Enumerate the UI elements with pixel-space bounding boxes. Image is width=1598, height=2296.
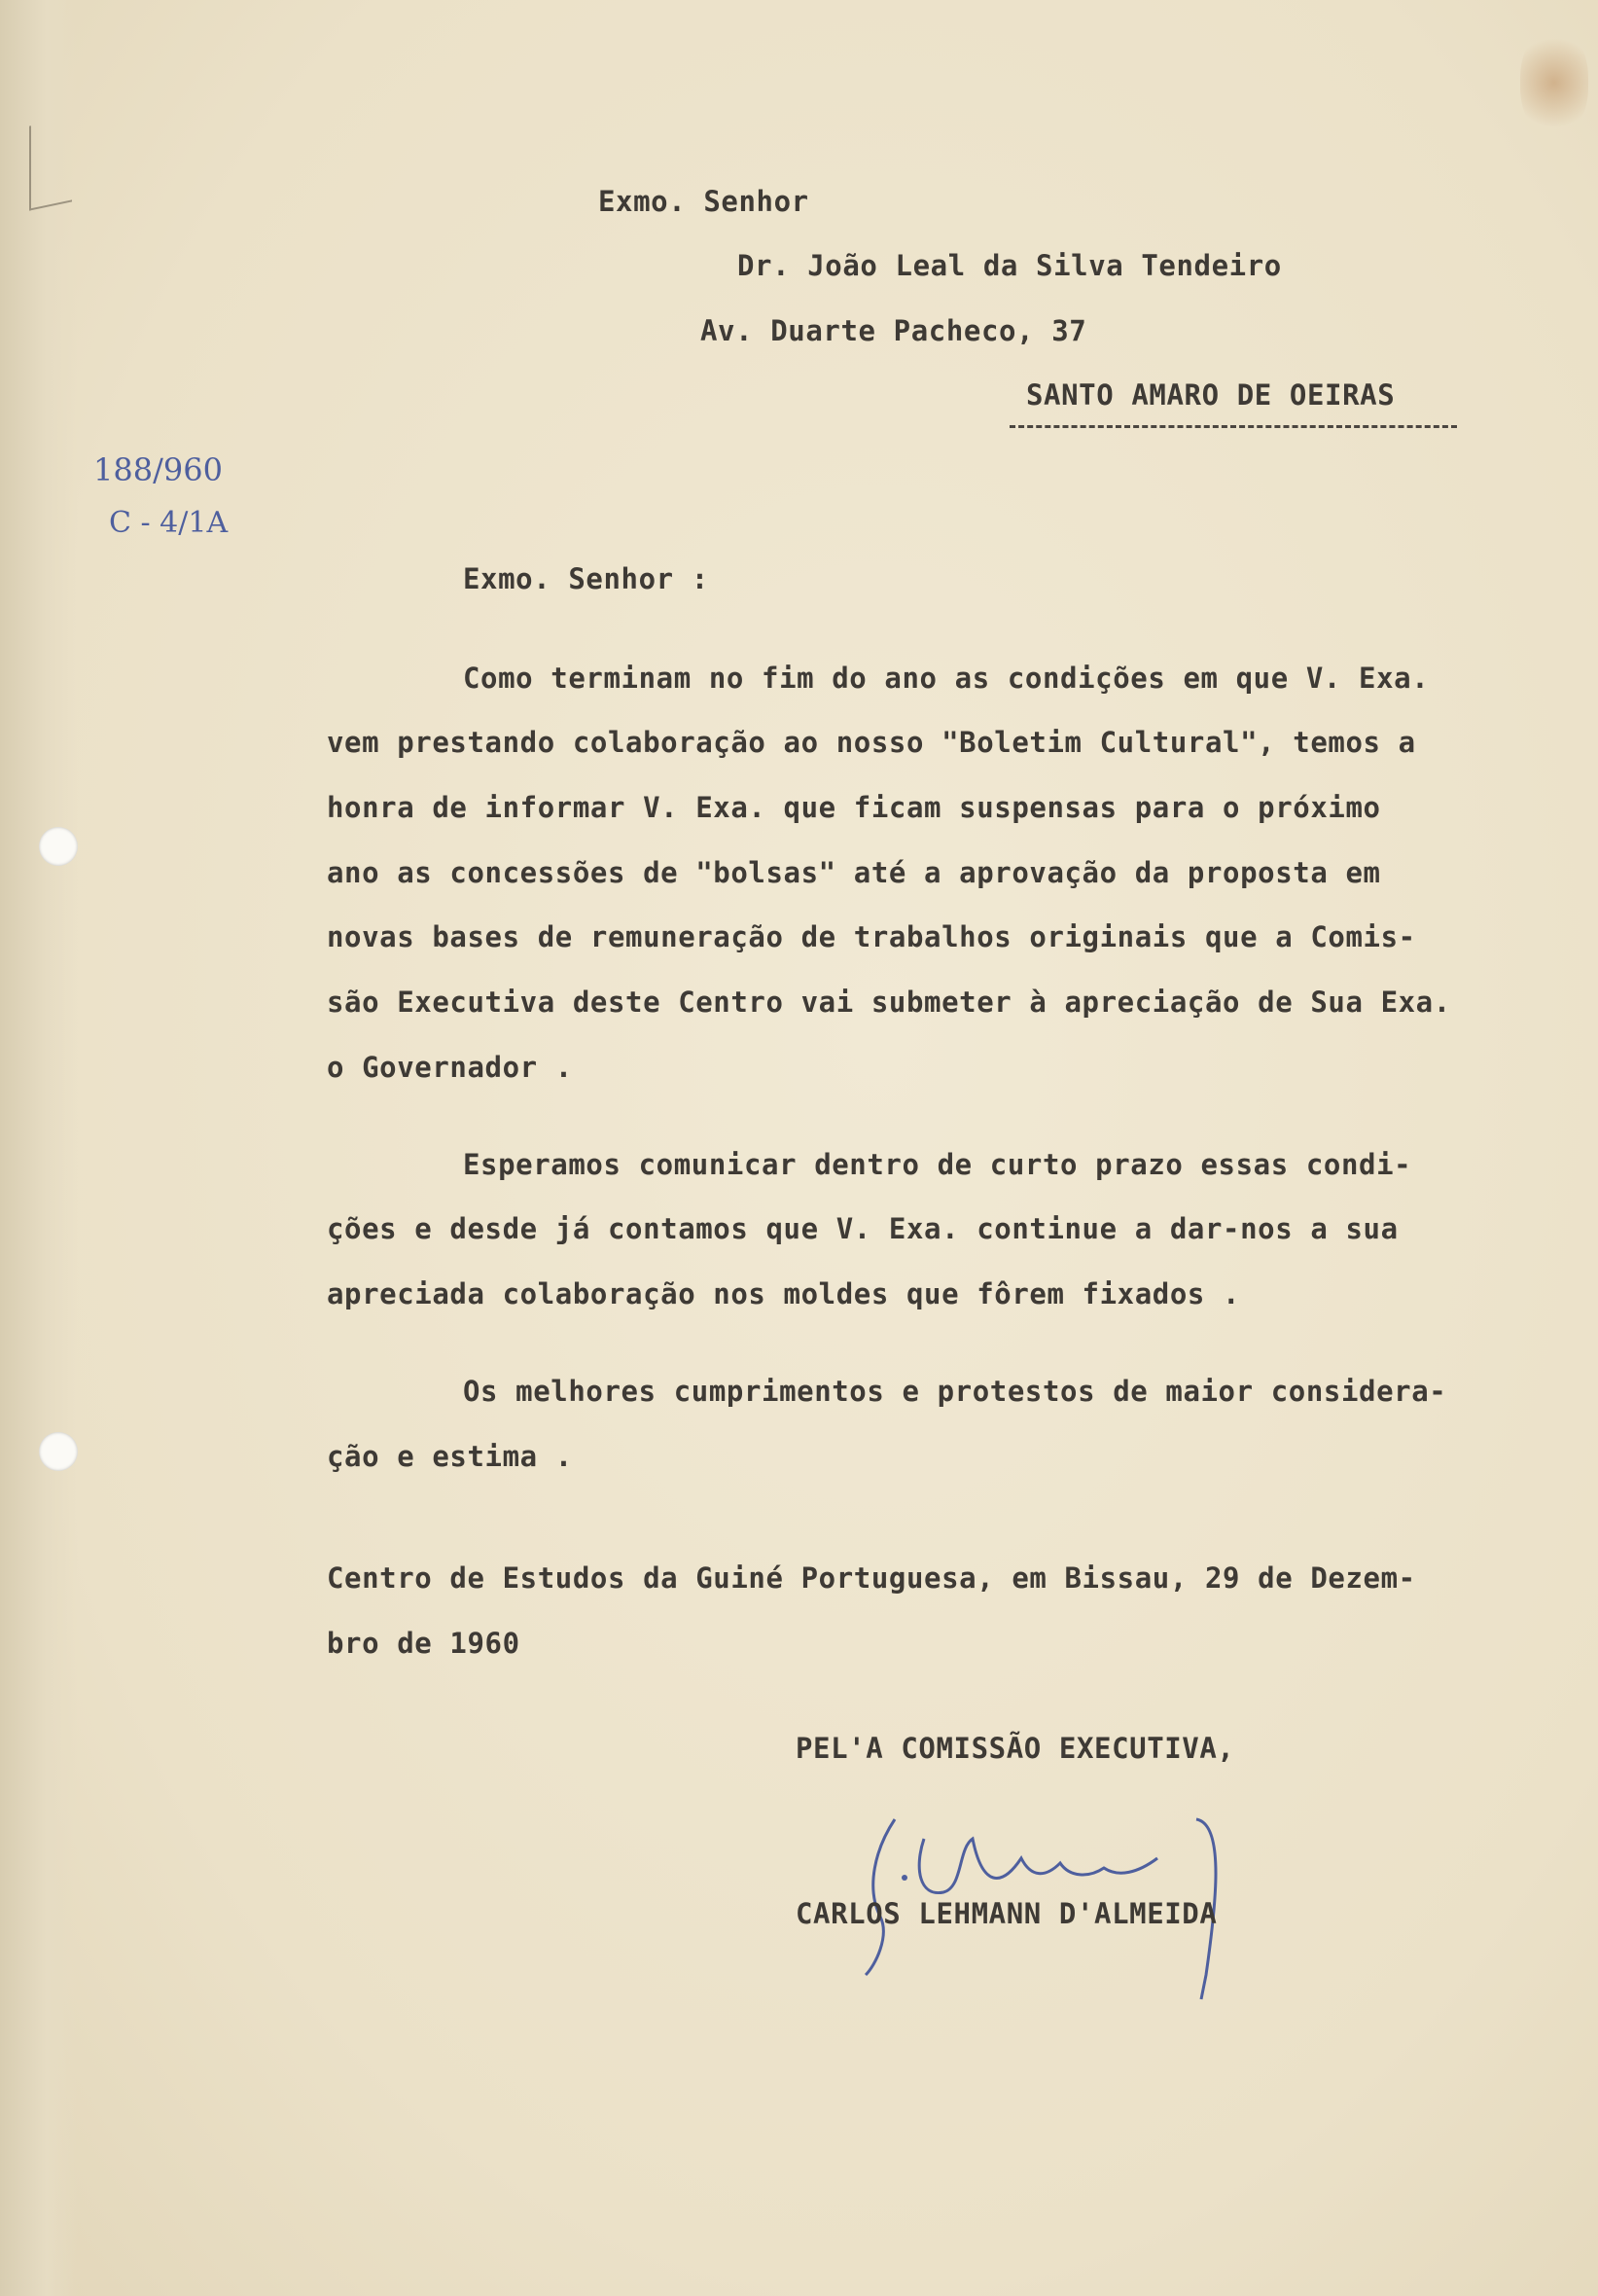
paragraph1-line: são Executiva deste Centro vai submeter à apreciação de Sua Exa. <box>327 986 1451 1019</box>
punch-hole-top <box>39 827 78 866</box>
paragraph1-line: vem prestando colaboração ao nosso "Boletim Cultural", temos a <box>327 726 1416 759</box>
recipient-name: Dr. João Leal da Silva Tendeiro <box>737 249 1282 282</box>
paragraph3-line: Os melhores cumprimentos e protestos de maior considera- <box>463 1375 1447 1408</box>
paper-tear-mark <box>29 117 72 210</box>
place-date-line: Centro de Estudos da Guiné Portuguesa, em Bissau, 29 de Dezem- <box>327 1561 1416 1595</box>
greeting: Exmo. Senhor : <box>463 562 709 595</box>
paragraph1-line: honra de informar V. Exa. que ficam suspensas para o próximo <box>327 791 1381 824</box>
paper-stain <box>1520 29 1588 136</box>
paragraph1-line: novas bases de remuneração de trabalhos originais que a Comis- <box>327 920 1416 953</box>
paragraph2-line: apreciada colaboração nos moldes que fôrem fixados . <box>327 1277 1241 1310</box>
paragraph1-line: Como terminam no fim do ano as condições em que V. Exa. <box>463 662 1430 695</box>
address-underline <box>1010 425 1457 428</box>
paragraph3-line: ção e estima . <box>327 1440 573 1473</box>
punch-hole-bottom <box>39 1432 78 1471</box>
paper-fold-edge <box>0 0 78 2296</box>
closing-line: PEL'A COMISSÃO EXECUTIVA, <box>796 1732 1235 1765</box>
paragraph1-line: o Governador . <box>327 1051 573 1084</box>
paragraph1-line: ano as concessões de "bolsas" até a aprovação da proposta em <box>327 856 1381 889</box>
handwritten-signature <box>836 1780 1323 2004</box>
paragraph2-line: ções e desde já contamos que V. Exa. continue a dar-nos a sua <box>327 1212 1399 1245</box>
address-salutation: Exmo. Senhor <box>598 185 809 218</box>
recipient-city: SANTO AMARO DE OEIRAS <box>1026 378 1396 412</box>
reference-code: C - 4/1A <box>109 506 229 540</box>
signatory-name: CARLOS LEHMANN D'ALMEIDA <box>796 1897 1218 1930</box>
place-date-line: bro de 1960 <box>327 1627 520 1660</box>
reference-number: 188/960 <box>93 451 223 488</box>
paragraph2-line: Esperamos comunicar dentro de curto prazo essas condi- <box>463 1148 1412 1181</box>
recipient-street: Av. Duarte Pacheco, 37 <box>700 314 1087 347</box>
